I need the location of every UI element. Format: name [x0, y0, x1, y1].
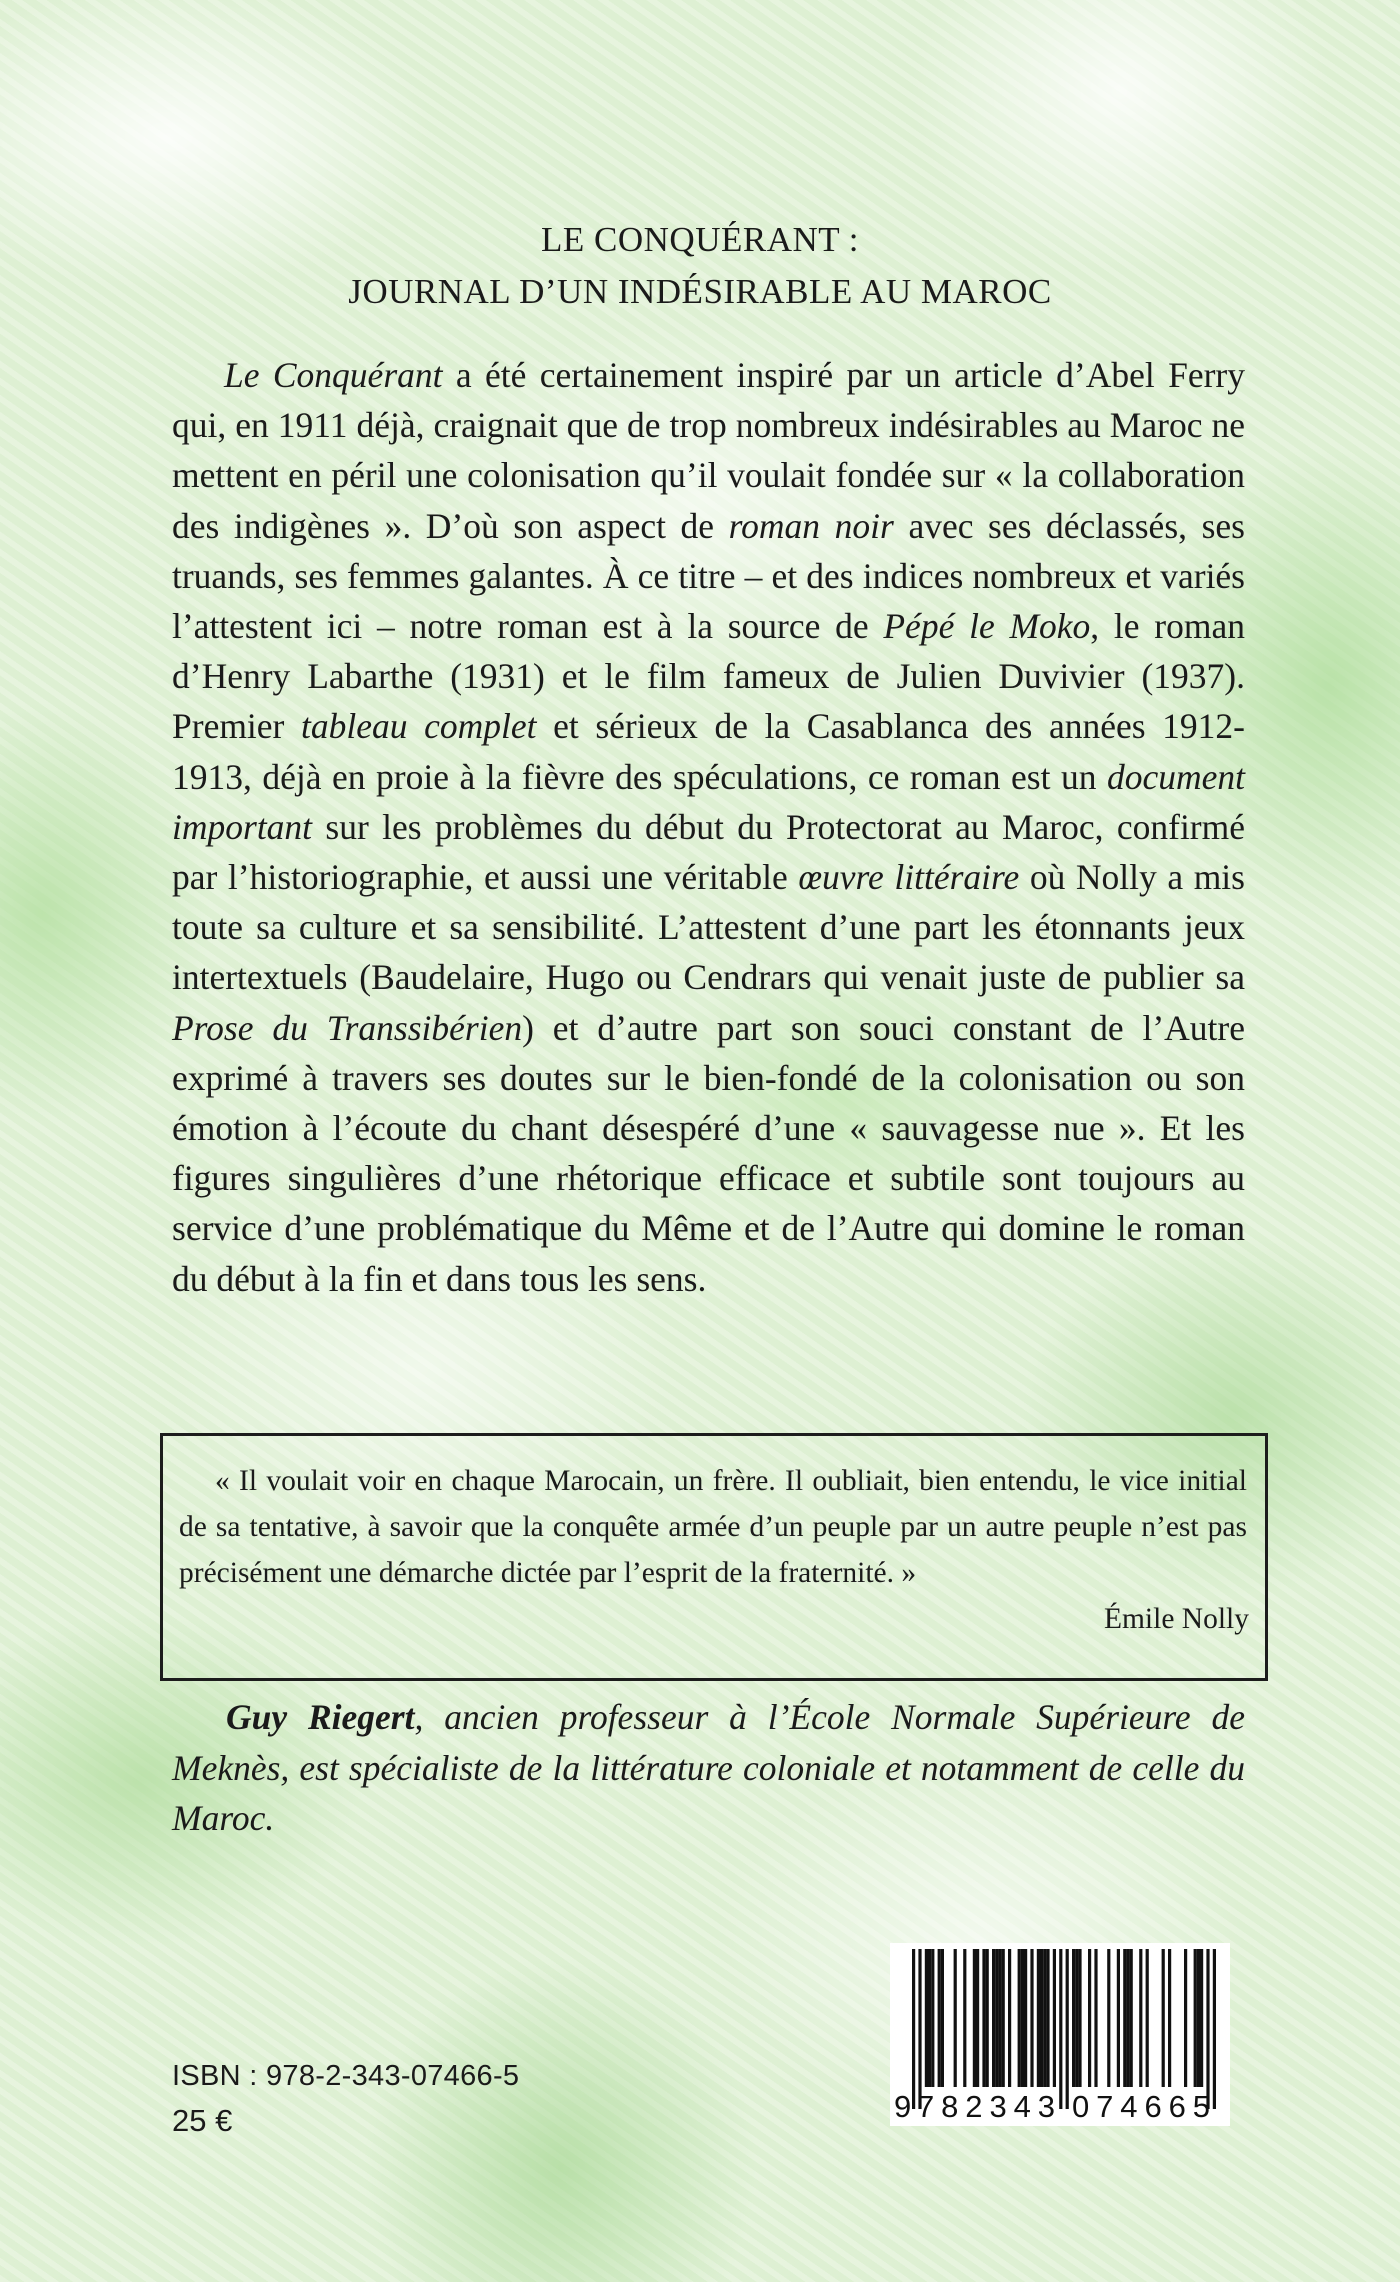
barcode-bar: [1200, 1949, 1203, 2087]
barcode-bar: [992, 1949, 995, 2087]
barcode-bar: [1107, 1949, 1110, 2087]
barcode: [890, 1943, 1230, 2126]
quote-box: [160, 1433, 1268, 1681]
barcode-bar: [1117, 1949, 1120, 2087]
barcode-bar: [1053, 1949, 1056, 2087]
barcode-bar: [976, 1949, 979, 2087]
title-line-2: JOURNAL D’UN INDÉSIRABLE AU MAROC: [348, 272, 1052, 311]
barcode-bar: [1037, 1949, 1040, 2087]
barcode-bar: [912, 1949, 915, 2109]
barcode-bar: [1139, 1949, 1142, 2087]
barcode-bar: [1059, 1949, 1062, 2109]
author-name: Guy Riegert: [226, 1697, 415, 1737]
barcode-bar: [931, 1949, 934, 2087]
barcode-bar: [998, 1949, 1001, 2087]
barcode-bar: [1184, 1949, 1187, 2087]
price-label: 25 €: [172, 2103, 233, 2138]
barcode-bar: [995, 1949, 998, 2087]
barcode-bar: [938, 1949, 941, 2087]
barcode-bar: [1126, 1949, 1129, 2087]
barcode-bar: [1002, 1949, 1005, 2087]
barcode-bar: [1075, 1949, 1078, 2087]
quote-author: Émile Nolly: [1103, 1603, 1249, 1635]
quote-text: « Il voulait voir en chaque Marocain, un frère. Il oubliait, bien entendu, le vice initial de sa tentative, à savoir que la conquête armée d’un peuple par un autre peuple n’est pas précisément une démarche dictée par l’esprit de la fraternité. »: [179, 1465, 1247, 1589]
barcode-left-digits: 782343: [917, 2089, 1055, 2124]
barcode-bar: [1168, 1949, 1171, 2087]
barcode-first-digit: 9: [894, 2089, 912, 2124]
barcode-bar: [1024, 1949, 1027, 2087]
barcode-bar: [986, 1949, 989, 2087]
barcode-bar: [928, 1949, 931, 2087]
book-title-ref: Le Conquérant: [224, 355, 443, 395]
barcode-bar: [1146, 1949, 1149, 2087]
barcode-bar: [1008, 1949, 1011, 2087]
barcode-bar: [918, 1949, 921, 2109]
barcode-bar: [1162, 1949, 1165, 2087]
author-bio: Guy Riegert, ancien professeur à l’École Normale Supérieure de Meknès, est spécialiste de la littérature coloniale et notamment de celle du Maroc.: [172, 1697, 1245, 1838]
barcode-right-digits: 074665: [1072, 2089, 1210, 2124]
barcode-bar: [1078, 1949, 1081, 2087]
isbn-label: ISBN : 978-2-343-07466-5: [172, 2060, 520, 2092]
title-line-1: LE CONQUÉRANT :: [541, 220, 859, 259]
barcode-bar: [982, 1949, 985, 2087]
barcode-bar: [1018, 1949, 1021, 2087]
barcode-bar: [1046, 1949, 1049, 2087]
barcode-bar: [963, 1949, 966, 2087]
barcode-bar: [973, 1949, 976, 2087]
barcode-bar: [1066, 1949, 1069, 2109]
barcode-bar: [1040, 1949, 1043, 2087]
barcode-bar: [1197, 1949, 1200, 2087]
barcode-bar: [1194, 1949, 1197, 2087]
barcode-bar: [1072, 1949, 1075, 2087]
barcode-bar: [1094, 1949, 1097, 2087]
barcode-bar: [1130, 1949, 1133, 2087]
barcode-bar: [954, 1949, 957, 2087]
barcode-bar: [1021, 1949, 1024, 2087]
barcode-graphic: [890, 1943, 1230, 2126]
barcode-bar: [925, 1949, 928, 2087]
barcode-bar: [1088, 1949, 1091, 2087]
barcode-bar: [1030, 1949, 1033, 2087]
barcode-bar: [941, 1949, 944, 2087]
barcode-bar: [1123, 1949, 1126, 2087]
barcode-bar: [1043, 1949, 1046, 2087]
summary-paragraph: Le Conquérant a été certainement inspiré par un article d’Abel Ferry qui, en 1911 déjà, craignait que de trop nombreux indésirables au Maroc ne mettent en péril une colonisation qu’il voulait fondée sur « la collaboration des indigènes ». D’où son aspect de roman noir avec ses déclassés, ses truands, ses femmes galantes. À ce titre – et des indices nombreux et variés l’attestent ici – notre roman est à la source de Pépé le Moko, le roman d’Henry Labarthe (1931) et le film fameux de Julien Duvivier (1937). Premier tableau complet et sérieux de la Casablanca des années 1912-1913, déjà en proie à la fièvre des spéculations, ce roman est un document important sur les problèmes du début du Protectorat au Maroc, confirmé par l’historiographie, et aussi une véritable œuvre littéraire où Nolly a mis toute sa culture et sa sensibilité. L’attestent d’une part les étonnants jeux intertextuels (Baudelaire, Hugo ou Cendrars qui venait juste de publier sa Prose du Transsibérien) et d’autre part son souci constant de l’Autre exprimé à travers ses doutes sur le bien-fondé de la colonisation ou son émotion à l’écoute du chant désespéré d’une « sauvagesse nue ». Et les figures singulières d’une rhétorique efficace et subtile sont toujours au service d’une problématique du Même et de l’Autre qui domine le roman du début à la fin et dans tous les sens.: [172, 355, 1245, 1299]
barcode-bar: [1206, 1949, 1209, 2109]
barcode-bar: [1213, 1949, 1216, 2109]
